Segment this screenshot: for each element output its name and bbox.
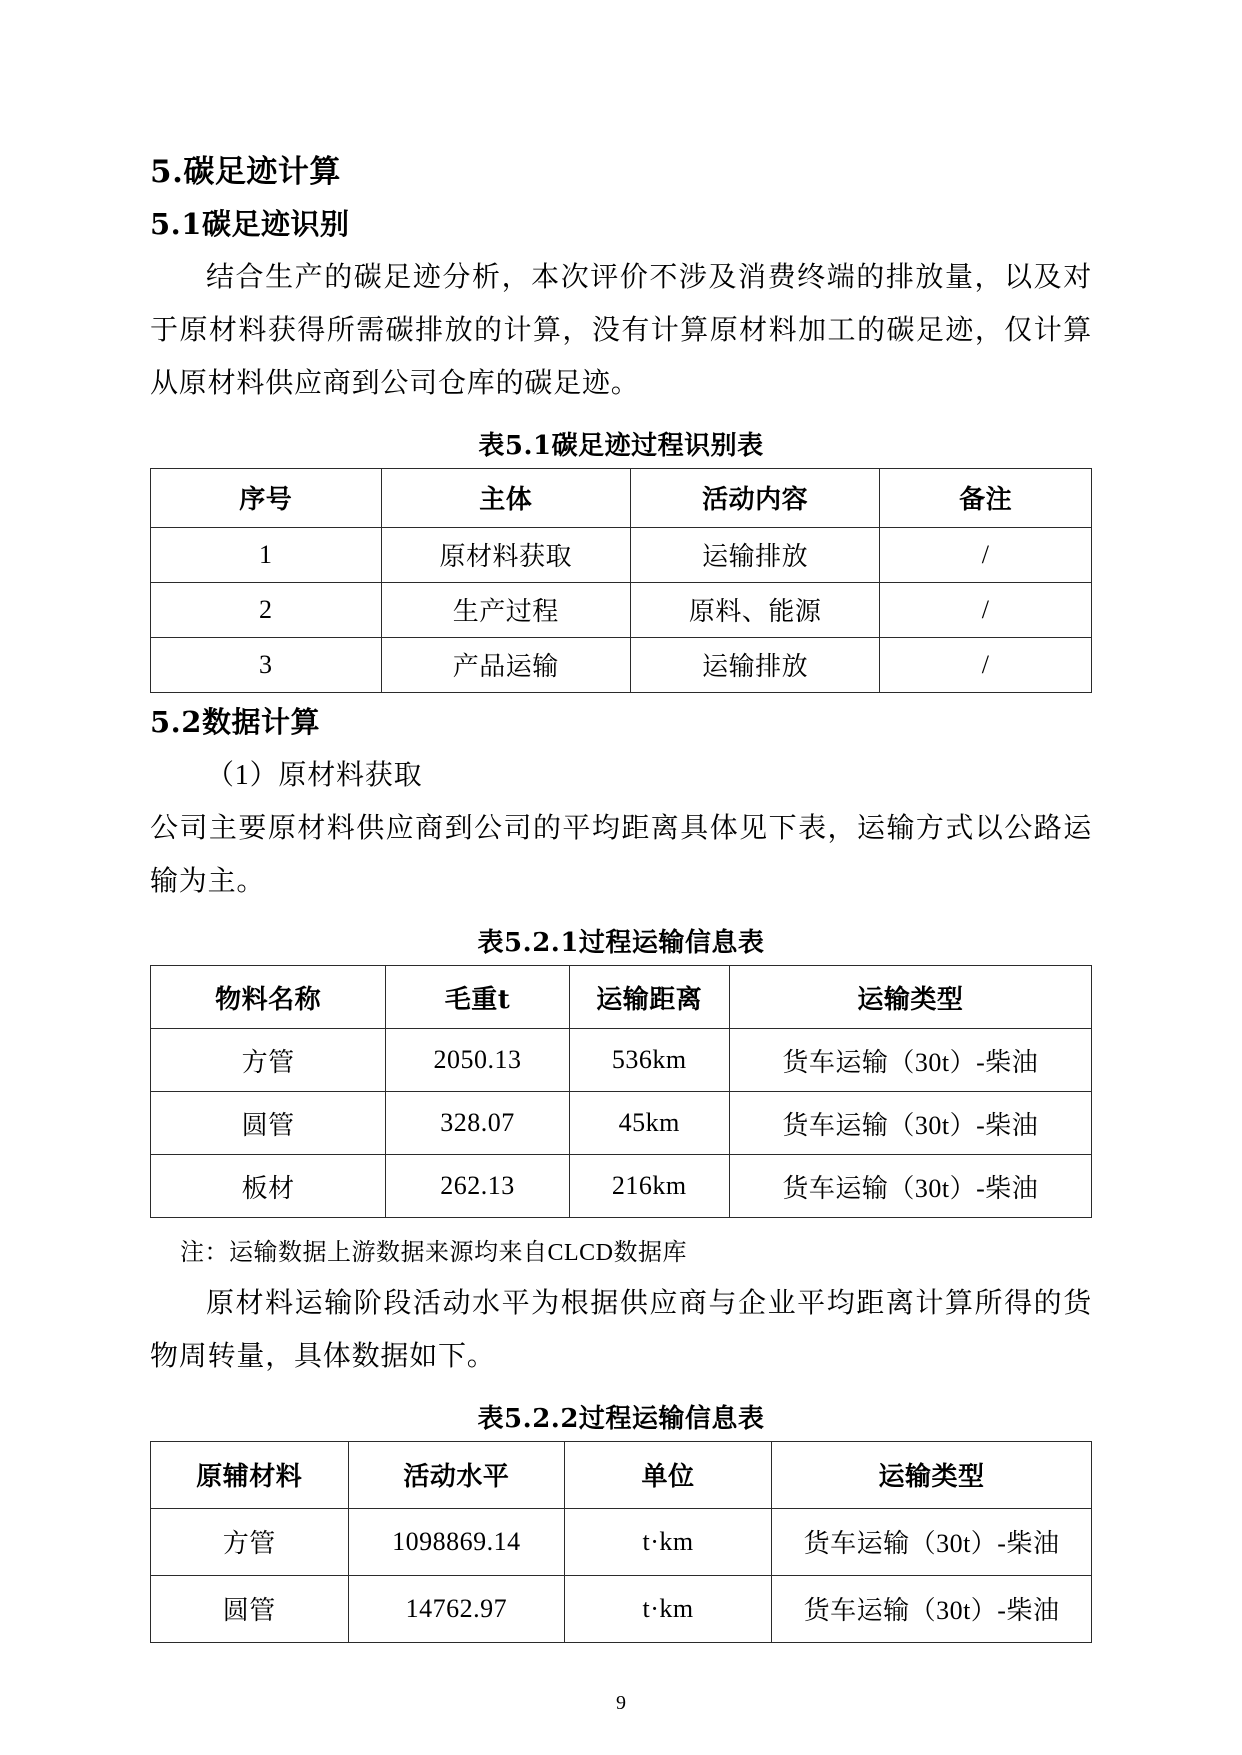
cell-subject: 原材料获取	[381, 527, 630, 582]
table-5-2-2-caption: 表5.2.2过程运输信息表	[477, 1403, 765, 1434]
column-header-transport-type: 运输类型	[729, 966, 1091, 1029]
column-header-remark: 备注	[880, 468, 1092, 527]
cell-activity-level: 1098869.14	[348, 1508, 564, 1575]
paragraph-carbon-footprint-scope: 结合生产的碳足迹分析，本次评价不涉及消费终端的排放量，以及对于原材料获得所需碳排放的计算，没有计算原材料加工的碳足迹，仅计算从原材料供应商到公司仓库的碳足迹。	[150, 261, 1092, 400]
table-header-row	[151, 468, 1092, 527]
cell-gross-weight: 2050.13	[386, 1029, 569, 1092]
cell-remark: /	[880, 527, 1092, 582]
page-title: 5.碳足迹计算	[150, 154, 341, 190]
table-header-row	[151, 1441, 1092, 1508]
cell-activity: 运输排放	[630, 637, 879, 692]
cell-gross-weight: 262.13	[386, 1155, 569, 1218]
table-5-1	[150, 468, 1092, 693]
page-number: 9	[616, 1692, 626, 1714]
column-header-subject: 主体	[381, 468, 630, 527]
cell-remark: /	[880, 582, 1092, 637]
column-header-unit: 单位	[565, 1441, 772, 1508]
table-note-clcd: 注：运输数据上游数据来源均来自CLCD数据库	[180, 1240, 688, 1267]
column-header-material-name: 物料名称	[151, 966, 386, 1029]
heading-5-1: 5.1碳足迹识别	[150, 206, 350, 241]
cell-activity: 原料、能源	[630, 582, 879, 637]
column-header-gross-weight: 毛重t	[386, 966, 569, 1029]
cell-gross-weight: 328.07	[386, 1092, 569, 1155]
cell-transport-type: 货车运输（30t）-柴油	[729, 1029, 1091, 1092]
cell-unit: t·km	[565, 1575, 772, 1642]
cell-unit: t·km	[565, 1508, 772, 1575]
paragraph-supplier-distance: 公司主要原材料供应商到公司的平均距离具体见下表，运输方式以公路运输为主。	[150, 812, 1092, 897]
cell-material-name: 圆管	[151, 1092, 386, 1155]
cell-transport-distance: 536km	[569, 1029, 729, 1092]
cell-seq: 1	[151, 527, 382, 582]
table-row	[151, 1092, 1092, 1155]
cell-transport-type: 货车运输（30t）-柴油	[729, 1155, 1091, 1218]
column-header-transport-type: 运输类型	[772, 1441, 1092, 1508]
cell-transport-distance: 216km	[569, 1155, 729, 1218]
table-5-2-1	[150, 965, 1092, 1218]
cell-material-name: 方管	[151, 1029, 386, 1092]
heading-5-2: 5.2数据计算	[150, 704, 320, 739]
paragraph-activity-level: 原材料运输阶段活动水平为根据供应商与企业平均距离计算所得的货物周转量，具体数据如下。	[150, 1288, 1092, 1373]
cell-activity: 运输排放	[630, 527, 879, 582]
cell-subject: 产品运输	[381, 637, 630, 692]
cell-transport-type: 货车运输（30t）-柴油	[729, 1092, 1091, 1155]
cell-material-name: 板材	[151, 1155, 386, 1218]
cell-transport-type: 货车运输（30t）-柴油	[772, 1508, 1092, 1575]
column-header-activity: 活动内容	[630, 468, 879, 527]
table-5-2-1-caption: 表5.2.1过程运输信息表	[477, 928, 765, 959]
table-row	[151, 1155, 1092, 1218]
cell-raw-material: 方管	[151, 1508, 349, 1575]
column-header-seq: 序号	[151, 468, 382, 527]
cell-transport-type: 货车运输（30t）-柴油	[772, 1575, 1092, 1642]
table-row	[151, 582, 1092, 637]
table-row	[151, 1575, 1092, 1642]
column-header-raw-material: 原辅材料	[151, 1441, 349, 1508]
table-row	[151, 527, 1092, 582]
cell-seq: 2	[151, 582, 382, 637]
column-header-transport-distance: 运输距离	[569, 966, 729, 1029]
cell-raw-material: 圆管	[151, 1575, 349, 1642]
table-header-row	[151, 966, 1092, 1029]
cell-remark: /	[880, 637, 1092, 692]
cell-transport-distance: 45km	[569, 1092, 729, 1155]
table-row	[151, 637, 1092, 692]
cell-seq: 3	[151, 637, 382, 692]
paragraph-item-1-label: （1）原材料获取	[206, 759, 423, 791]
page-content	[150, 150, 1092, 1643]
cell-subject: 生产过程	[381, 582, 630, 637]
table-row	[151, 1508, 1092, 1575]
table-5-2-2	[150, 1441, 1092, 1643]
cell-activity-level: 14762.97	[348, 1575, 564, 1642]
table-5-1-caption: 表5.1碳足迹过程识别表	[478, 430, 764, 461]
table-row	[151, 1029, 1092, 1092]
column-header-activity-level: 活动水平	[348, 1441, 564, 1508]
